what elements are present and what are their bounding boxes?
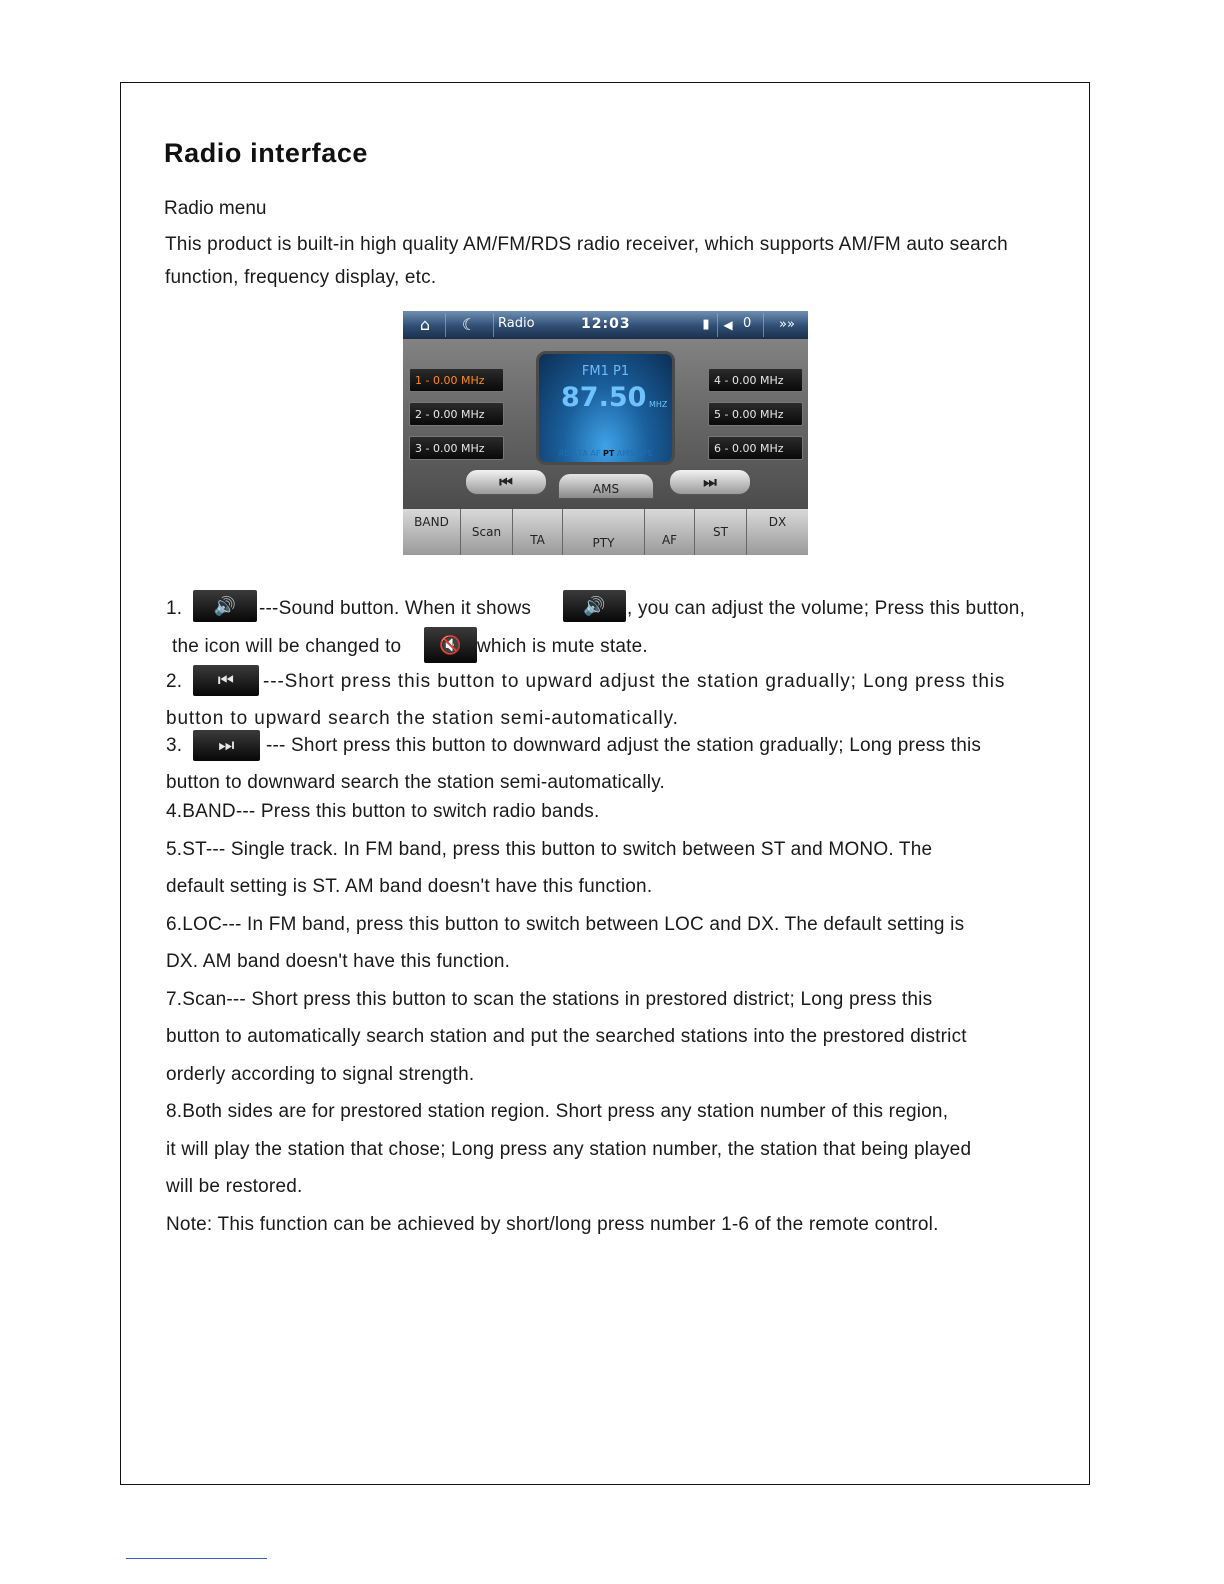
item-6-text-b: DX. AM band doesn't have this function.: [166, 951, 511, 972]
home-icon[interactable]: ⌂: [419, 315, 431, 334]
preset-4[interactable]: 4 - 0.00 MHz: [708, 368, 803, 392]
frequency-display: [536, 351, 675, 465]
phone-icon: ▮: [702, 317, 710, 332]
volume-value: 0: [743, 316, 752, 331]
speaker-icon: 🔊: [193, 590, 257, 622]
item-7-text-b: button to automatically search station and put the searched stations into the prestored district: [166, 1026, 967, 1047]
frequency-unit: MHZ: [649, 400, 668, 409]
band-button[interactable]: BAND: [403, 509, 461, 555]
radio-button-row: [403, 509, 808, 555]
item-1-text-b: , you can adjust the volume; Press this button,: [627, 598, 1026, 619]
item-3-text-a: --- Short press this button to downward adjust the station gradually; Long press this: [266, 735, 982, 756]
item-4-text: 4.BAND--- Press this button to switch radio bands.: [166, 801, 600, 822]
item-7-text-a: 7.Scan--- Short press this button to scan the stations in prestored district; Long press this: [166, 989, 933, 1010]
seek-back-button[interactable]: ⏮: [465, 469, 547, 495]
item-1-text-a: ---Sound button. When it shows: [259, 598, 532, 619]
forward-arrows-icon[interactable]: »»: [779, 317, 795, 332]
page-title: Radio interface: [164, 138, 369, 168]
footer-rule: [126, 1558, 267, 1559]
previous-track-icon: ⏮: [193, 665, 259, 696]
radio-screen-image: [403, 311, 808, 555]
frequency-value: 87.50: [561, 382, 647, 413]
flag-af: AF: [590, 449, 601, 458]
radio-top-bar: [403, 311, 808, 339]
flag-ta: TA: [578, 449, 588, 458]
item-2-text-a: ---Short press this button to upward adjust the station gradually; Long press this: [263, 671, 1006, 692]
item-8-text-a: 8.Both sides are for prestored station region. Short press any station number of this region,: [166, 1101, 949, 1122]
flag-ams: AMS: [616, 449, 635, 458]
item-2-text-b: button to upward search the station semi-automatically.: [166, 708, 679, 729]
radio-label: Radio: [498, 316, 535, 331]
item-5-text-a: 5.ST--- Single track. In FM band, press this button to switch between ST and MONO. The: [166, 839, 933, 860]
section-subtitle: Radio menu: [164, 198, 267, 219]
mute-icon: 🔇: [424, 627, 477, 663]
rds-flags: [539, 449, 672, 458]
speaker-icon[interactable]: ◀: [723, 318, 733, 332]
note-text: Note: This function can be achieved by short/long press number 1-6 of the remote control.: [166, 1214, 939, 1235]
st-button[interactable]: ST: [695, 509, 747, 555]
item-8-text-b: it will play the station that chose; Long press any station number, the station that being played: [166, 1139, 972, 1160]
seek-forward-button[interactable]: ⏭: [669, 469, 751, 495]
item-2-number: 2.: [166, 671, 183, 692]
item-7-text-c: orderly according to signal strength.: [166, 1064, 475, 1085]
item-5-text-b: default setting is ST. AM band doesn't have this function.: [166, 876, 653, 897]
item-3-number: 3.: [166, 735, 183, 756]
preset-6[interactable]: 6 - 0.00 MHz: [708, 436, 803, 460]
item-3-text-b: button to downward search the station semi-automatically.: [166, 772, 665, 793]
dx-button[interactable]: DX: [768, 515, 787, 529]
scan-button[interactable]: Scan: [461, 509, 513, 555]
item-8-text-c: will be restored.: [166, 1176, 303, 1197]
flag-rds: RDS: [558, 449, 576, 458]
ams-button[interactable]: AMS: [558, 473, 654, 499]
band-indicator: FM1 P1: [581, 364, 630, 379]
next-track-icon: ⏭: [193, 730, 260, 761]
item-1-number: 1.: [166, 598, 183, 619]
moon-icon[interactable]: ☾: [461, 315, 477, 334]
ta-button[interactable]: TA: [513, 509, 563, 555]
item-1-text-d: which is mute state.: [477, 636, 648, 657]
preset-2[interactable]: 2 - 0.00 MHz: [409, 402, 504, 426]
item-1-text-c: the icon will be changed to: [172, 636, 402, 657]
af-button[interactable]: AF: [645, 509, 695, 555]
pty-button[interactable]: PTY: [563, 509, 645, 555]
flag-aps: APS: [636, 449, 653, 458]
clock: 12:03: [581, 316, 631, 332]
preset-1[interactable]: 1 - 0.00 MHz: [409, 368, 504, 392]
item-6-text-a: 6.LOC--- In FM band, press this button to switch between LOC and DX. The default setting is: [166, 914, 965, 935]
intro-paragraph: This product is built-in high quality AM/FM/RDS radio receiver, which supports AM/FM auto search function, frequency display, etc.: [165, 234, 1008, 288]
preset-3[interactable]: 3 - 0.00 MHz: [409, 436, 504, 460]
flag-pt: PT: [603, 449, 615, 458]
speaker-icon: 🔊: [563, 590, 626, 622]
preset-5[interactable]: 5 - 0.00 MHz: [708, 402, 803, 426]
